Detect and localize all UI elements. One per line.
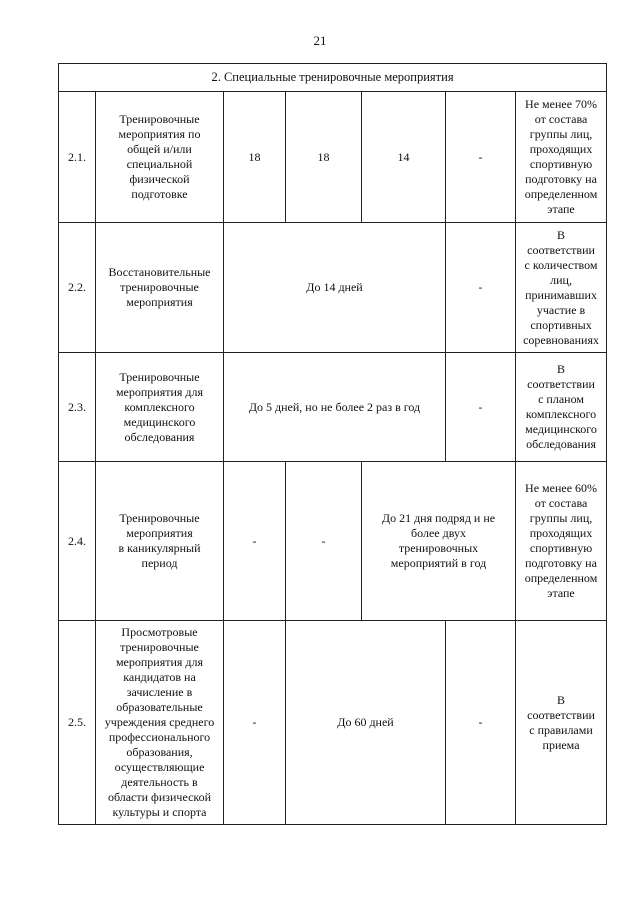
cell-value: - (446, 92, 516, 223)
section-header-row (59, 64, 607, 92)
table-row (59, 92, 607, 223)
cell-value: - (446, 621, 516, 825)
section-title: 2. Специальные тренировочные мероприятия (59, 64, 607, 92)
merged-value: До 5 дней, но не более 2 раз в год (224, 353, 446, 462)
row-name: Тренировочные мероприятия в каникулярный период (96, 462, 224, 621)
row-name: Просмотровые тренировочные мероприятия для кандидатов на зачисление в образовательные учреждения среднего профессионального образования, осуществляющие деятельность в области физической культуры и спорта (96, 621, 224, 825)
cell-value: 18 (286, 92, 362, 223)
page-number: 21 (313, 33, 327, 48)
cell-value: 14 (362, 92, 446, 223)
cell-value: - (224, 462, 286, 621)
merged-value: До 60 дней (286, 621, 446, 825)
row-name: Тренировочные мероприятия для комплексного медицинского обследования (96, 353, 224, 462)
row-number: 2.2. (59, 223, 96, 353)
row-number: 2.3. (59, 353, 96, 462)
row-name: Восстановительные тренировочные мероприятия (96, 223, 224, 353)
row-note: В соответствии с правилами приема (516, 621, 607, 825)
row-note: В соответствии с планом комплексного медицинского обследования (516, 353, 607, 462)
row-number: 2.1. (59, 92, 96, 223)
row-note: Не менее 60% от состава группы лиц, проходящих спортивную подготовку на определенном этапе (516, 462, 607, 621)
table-row (59, 462, 607, 621)
cell-value: - (224, 621, 286, 825)
merged-value: До 21 дня подряд и не более двух тренировочных мероприятий в год (362, 462, 516, 621)
table-row (59, 223, 607, 353)
cell-value: - (446, 353, 516, 462)
table-row (59, 353, 607, 462)
row-number: 2.5. (59, 621, 96, 825)
row-note: В соответствии с количеством лиц, принимавших участие в спортивных соревнованиях (516, 223, 607, 353)
table-row (59, 621, 607, 825)
row-name: Тренировочные мероприятия по общей и/или специальной физической подготовке (96, 92, 224, 223)
cell-value: - (446, 223, 516, 353)
training-table (58, 63, 607, 825)
cell-value: 18 (224, 92, 286, 223)
merged-value: До 14 дней (224, 223, 446, 353)
row-note: Не менее 70% от состава группы лиц, проходящих спортивную подготовку на определенном этапе (516, 92, 607, 223)
cell-value: - (286, 462, 362, 621)
row-number: 2.4. (59, 462, 96, 621)
